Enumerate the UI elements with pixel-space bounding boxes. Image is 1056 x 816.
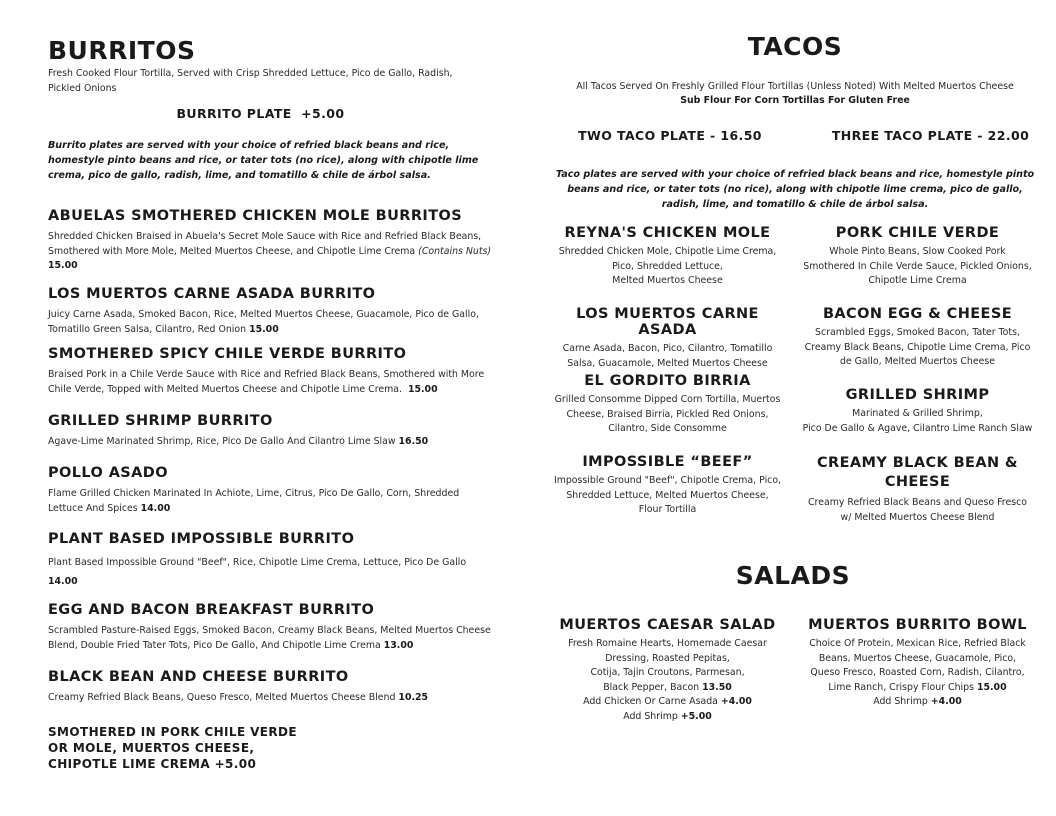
item-desc: Shredded Chicken Braised in Abuela's Secret Mole Sauce with Rice and Refried Black Beans, Smothered with More Mole, Melted Muertos Cheese, and Chipotle Lime Crema [48, 231, 482, 257]
item-desc: Creamy Refried Black Beans and Queso Fresco w/ Melted Muertos Cheese Blend [808, 497, 1027, 523]
item-name: GRILLED SHRIMP BURRITO [48, 413, 273, 429]
salad-item [795, 617, 1040, 710]
burrito-item [48, 465, 513, 516]
item-price: 10.25 [398, 692, 429, 703]
burritos-intro: Fresh Cooked Flour Tortilla, Served with Crisp Shredded Lettuce, Pico de Gallo, Radish, Pickled Onions [48, 68, 453, 94]
burrito-item [48, 286, 513, 337]
item-price: 13.50 [702, 681, 732, 693]
smothered-line: SMOTHERED IN PORK CHILE VERDE [48, 725, 298, 739]
burrito-item [48, 602, 513, 653]
item-name: SMOTHERED SPICY CHILE VERDE BURRITO [48, 346, 407, 362]
item-name: IMPOSSIBLE “BEEF” [582, 454, 753, 470]
burrito-plate-note: Burrito plates are served with your choice of refried black beans and rice, homestyle pinto beans and rice, or tater tots (no rice), along with chipotle lime crema, pico de gallo, radish, lime, and tomatillo & chile de árbol salsa. [48, 140, 479, 181]
smothered-addon [48, 724, 297, 772]
item-price: 15.00 [407, 383, 438, 395]
three-taco-plate: THREE TACO PLATE - 22.00 [831, 128, 1030, 143]
tacos-title: TACOS [747, 32, 843, 61]
taco-item [545, 306, 790, 371]
burrito-item [48, 346, 513, 397]
item-desc: Creamy Refried Black Beans, Queso Fresco, Melted Muertos Cheese Blend [48, 692, 396, 703]
taco-item [795, 454, 1040, 525]
item-desc: Scrambled Eggs, Smoked Bacon, Tater Tots, Creamy Black Beans, Chipotle Lime Crema, Pico de Gallo, Melted Muertos Cheese [804, 327, 1031, 367]
item-price: 14.00 [140, 502, 171, 514]
item-desc: Carne Asada, Bacon, Pico, Cilantro, Tomatillo Salsa, Guacamole, Melted Muertos Cheese [562, 343, 773, 369]
item-desc: Impossible Ground "Beef", Chipotle Crema, Pico, Shredded Lettuce, Melted Muertos Cheese, Flour Tortilla [553, 475, 782, 515]
addon: Add Chicken Or Carne Asada +4.00 [583, 696, 752, 707]
burrito-item [48, 413, 513, 450]
item-desc: Flame Grilled Chicken Marinated In Achiote, Lime, Citrus, Pico De Gallo, Corn, Shredded Lettuce And Spices [48, 488, 460, 514]
item-name: PLANT BASED IMPOSSIBLE BURRITO [48, 531, 355, 547]
taco-plate-note: Taco plates are served with your choice of refried black beans and rice, homestyle pinto beans and rice, or tater tots (no rice), along with chipotle lime crema, pico de gallo, radish, lime, and tomatillo & chile de árbol salsa. [555, 169, 1035, 210]
taco-item [795, 306, 1040, 370]
addon: Add Shrimp +4.00 [873, 696, 962, 707]
item-desc: Agave-Lime Marinated Shrimp, Rice, Pico De Gallo And Cilantro Lime Slaw [48, 436, 396, 447]
item-desc: Scrambled Pasture-Raised Eggs, Smoked Bacon, Creamy Black Beans, Melted Muertos Cheese Blend, Double Fried Tater Tots, Pico De Gallo, And Chipotle Lime Crema [48, 625, 491, 651]
burrito-item [48, 669, 513, 706]
taco-item [795, 225, 1040, 289]
item-price: 15.00 [249, 323, 279, 335]
item-name: GRILLED SHRIMP [845, 387, 990, 403]
item-name: ABUELAS SMOTHERED CHICKEN MOLE BURRITOS [48, 208, 463, 224]
item-name: POLLO ASADO [48, 465, 168, 481]
smothered-line: CHIPOTLE LIME CREMA +5.00 [48, 757, 257, 771]
taco-item [545, 454, 790, 518]
item-price: 15.00 [976, 681, 1007, 693]
item-desc: Braised Pork in a Chile Verde Sauce with Rice and Refried Black Beans, Smothered with More Chile Verde, Topped with Melted Muertos Cheese and Chipotle Lime Crema. [48, 369, 485, 395]
item-name: LOS MUERTOS CARNE ASADA [576, 306, 759, 338]
item-desc: Whole Pinto Beans, Slow Cooked Pork Smothered In Chile Verde Sauce, Pickled Onions, Chipotle Lime Crema [803, 246, 1032, 286]
item-price: 15.00 [48, 260, 78, 271]
addon: Add Shrimp +5.00 [623, 710, 712, 722]
item-name: MUERTOS BURRITO BOWL [808, 617, 1027, 633]
item-desc: Plant Based Impossible Ground "Beef", Rice, Chipotle Lime Crema, Lettuce, Pico De Gallo [48, 557, 467, 568]
item-price: 14.00 [48, 576, 78, 587]
item-desc: Marinated & Grilled Shrimp, Pico De Gallo & Agave, Cilantro Lime Ranch Slaw [802, 408, 1033, 434]
item-price: 16.50 [398, 436, 429, 447]
smothered-line: OR MOLE, MUERTOS CHEESE, [48, 741, 255, 755]
item-desc: Grilled Consomme Dipped Corn Tortilla, Muertos Cheese, Braised Birria, Pickled Red Onions, Cilantro, Side Consomme [554, 394, 781, 434]
item-desc: Choice Of Protein, Mexican Rice, Refried Black Beans, Muertos Cheese, Guacamole, Pico, Queso Fresco, Roasted Corn, Radish, Cilantro, Lime Ranch, Crispy Flour Chips 15.00 Add Shrimp +4.00 [795, 637, 1040, 710]
allergen-note: (Contains Nuts) [418, 245, 492, 257]
two-taco-plate: TWO TACO PLATE - 16.50 [578, 128, 762, 143]
taco-item [795, 387, 1040, 436]
salad-item [545, 617, 790, 724]
tacos-intro: All Tacos Served On Freshly Grilled Flour Tortillas (Unless Noted) With Melted Muertos Cheese [576, 81, 1014, 92]
salads-title: SALADS [735, 561, 851, 590]
item-desc: Shredded Chicken Mole, Chipotle Lime Crema, Pico, Shredded Lettuce, Melted Muertos Cheese [558, 246, 777, 286]
item-name: BACON EGG & CHEESE [822, 306, 1012, 322]
item-name: EL GORDITO BIRRIA [584, 373, 751, 389]
burritos-title: BURRITOS [48, 36, 196, 65]
taco-item [545, 373, 790, 437]
taco-item [545, 225, 790, 289]
item-name: EGG AND BACON BREAKFAST BURRITO [48, 602, 375, 618]
item-desc: Juicy Carne Asada, Smoked Bacon, Rice, Melted Muertos Cheese, Guacamole, Pico de Gallo, Tomatillo Green Salsa, Cilantro, Red Onion [48, 309, 479, 335]
item-name: LOS MUERTOS CARNE ASADA BURRITO [48, 286, 376, 302]
item-name: CREAMY BLACK BEAN & CHEESE [817, 455, 1018, 490]
item-name: MUERTOS CAESAR SALAD [559, 617, 776, 633]
gluten-free-note: Sub Flour For Corn Tortillas For Gluten Free [680, 95, 910, 106]
item-name: PORK CHILE VERDE [835, 225, 1000, 241]
item-name: BLACK BEAN AND CHEESE BURRITO [48, 669, 349, 685]
item-name: REYNA'S CHICKEN MOLE [564, 225, 771, 241]
burrito-plate-price: BURRITO PLATE +5.00 [176, 106, 345, 121]
item-price: 13.00 [383, 639, 414, 651]
burrito-item [48, 208, 513, 274]
item-desc: Fresh Romaine Hearts, Homemade Caesar Dressing, Roasted Pepitas, Cotija, Tajin Croutons, Parmesan, Black Pepper, Bacon 13.50 Add Chicken Or Carne Asada +4.00 Add Shrimp +5.00 [545, 637, 790, 724]
burrito-item [48, 531, 513, 591]
